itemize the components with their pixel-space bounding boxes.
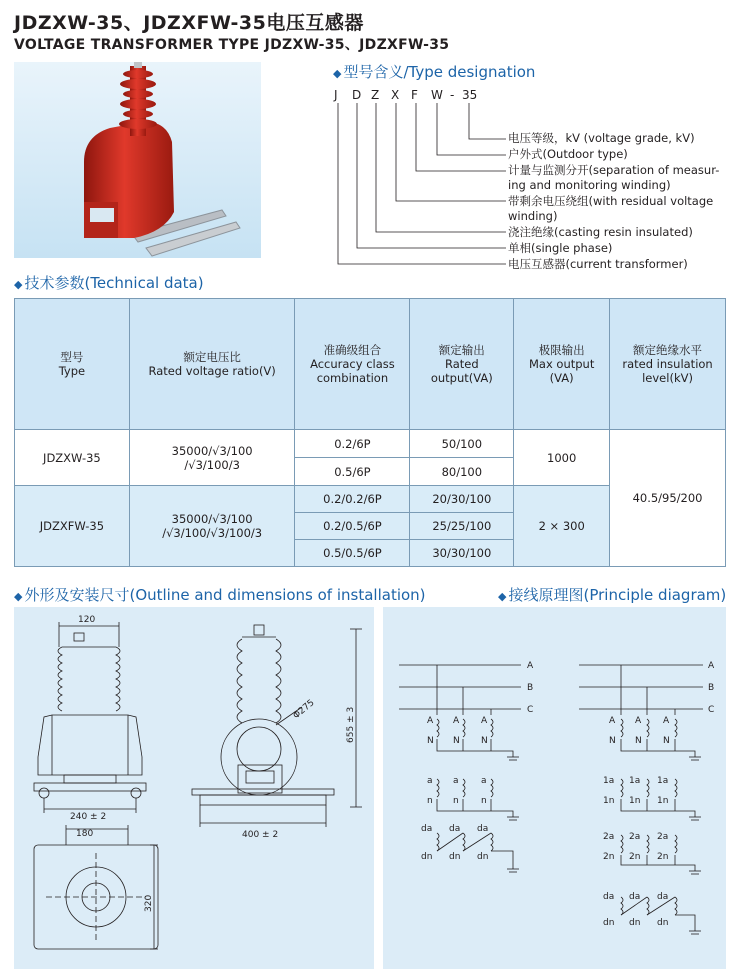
bus-label-b: B [708, 683, 715, 693]
cell-accuracy: 0.2/0.2/6P [295, 486, 410, 513]
diamond-bullet-icon: ◆ [14, 590, 23, 603]
primary-label: A [453, 716, 460, 726]
sec1-neutral-label: 1n [657, 796, 669, 806]
dim-top-width: 120 [78, 615, 96, 625]
outline-drawing-panel [14, 607, 374, 969]
designation-item-voltage: 电压等级，kV (voltage grade, kV) [508, 131, 695, 145]
outline-drawing [14, 607, 374, 969]
cell-output: 20/30/100 [410, 486, 514, 513]
dim-diameter: Φ275 [291, 698, 317, 722]
bus-label-a: A [708, 661, 715, 671]
neutral-label: N [663, 736, 670, 746]
residual-neutral-label: dn [657, 918, 669, 928]
diamond-bullet-icon: ◆ [498, 590, 507, 603]
principle-diagram-panel [383, 607, 726, 969]
designation-item-residual: 带剩余电压绕组(with residual voltage [508, 194, 714, 208]
residual-neutral-label: dn [603, 918, 615, 928]
dim-plan-depth: 320 [144, 894, 154, 912]
neutral-label: N [481, 736, 488, 746]
diamond-bullet-icon: ◆ [333, 67, 342, 80]
bus-label-b: B [527, 683, 534, 693]
designation-item-outdoor: 户外式(Outdoor type) [508, 147, 628, 161]
sec1-label: 1a [629, 776, 641, 786]
code-voltage: 35 [462, 88, 478, 102]
primary-label: A [427, 716, 434, 726]
header-insulation: 额定绝缘水平 rated insulation level(kV) [610, 299, 726, 430]
cell-output: 80/100 [410, 458, 514, 486]
cell-output: 50/100 [410, 430, 514, 458]
primary-label: A [663, 716, 670, 726]
code-letter-w: W [431, 88, 443, 102]
designation-item-separation-cont: ing and monitoring winding) [508, 178, 671, 192]
code-letter-j: J [334, 88, 338, 102]
neutral-label: N [635, 736, 642, 746]
code-letter-x: X [391, 88, 400, 102]
residual-label: da [477, 824, 489, 834]
bus-label-a: A [527, 661, 534, 671]
residual-label: da [449, 824, 461, 834]
residual-neutral-label: dn [629, 918, 641, 928]
designation-item-residual-cont: winding) [508, 209, 558, 223]
residual-label: da [421, 824, 433, 834]
designation-item-casting: 浇注绝缘(casting resin insulated) [508, 225, 693, 239]
code-letter-z: Z [371, 88, 380, 102]
code-dash: - [450, 88, 455, 102]
header-output: 额定输出 Rated output(VA) [410, 299, 514, 430]
technical-heading: ◆ 技术参数(Technical data) [14, 274, 204, 292]
sec1-neutral-label: 1n [603, 796, 615, 806]
cell-insulation: 40.5/95/200 [610, 430, 726, 567]
neutral-label: N [453, 736, 460, 746]
cell-output: 30/30/100 [410, 540, 514, 567]
cell-ratio: 35000/√3/100 /√3/100/3 [129, 430, 295, 486]
designation-heading: ◆ 型号含义/Type designation [333, 63, 536, 81]
sec1-neutral-label: 1n [629, 796, 641, 806]
primary-label: A [635, 716, 642, 726]
sec1-label: 1a [603, 776, 615, 786]
designation-item-single-phase: 单相(single phase) [508, 241, 613, 255]
cell-type: JDZXW-35 [15, 430, 130, 486]
principle-diagram [383, 607, 726, 969]
secondary-neutral-label: n [427, 796, 433, 806]
principle-heading: ◆ 接线原理图(Principle diagram) [498, 586, 727, 604]
table-header-row [15, 299, 726, 430]
bus-label-c: C [527, 705, 534, 715]
dim-side-height: 655 ± 3 [346, 706, 356, 743]
outline-heading: ◆ 外形及安装尺寸(Outline and dimensions of installation) [14, 586, 426, 604]
sec2-neutral-label: 2n [657, 852, 669, 862]
residual-neutral-label: dn [477, 852, 489, 862]
residual-label: da [603, 892, 615, 902]
residual-neutral-label: dn [449, 852, 461, 862]
page-title: JDZXW-35、JDZXFW-35电压互感器 [14, 12, 364, 34]
sec2-neutral-label: 2n [629, 852, 641, 862]
cell-accuracy: 0.2/0.5/6P [295, 513, 410, 540]
dim-side-length: 400 ± 2 [242, 830, 279, 840]
diamond-bullet-icon: ◆ [14, 278, 23, 291]
cell-max-output: 1000 [514, 430, 610, 486]
cell-accuracy: 0.2/6P [295, 430, 410, 458]
primary-label: A [481, 716, 488, 726]
cell-accuracy: 0.5/6P [295, 458, 410, 486]
header-accuracy: 准确级组合 Accuracy class combination [295, 299, 410, 430]
technical-data-table [14, 298, 726, 567]
dim-base-width: 240 ± 2 [70, 812, 107, 822]
neutral-label: N [609, 736, 616, 746]
cell-output: 25/25/100 [410, 513, 514, 540]
residual-neutral-label: dn [421, 852, 433, 862]
secondary-neutral-label: n [481, 796, 487, 806]
code-letter-f: F [411, 88, 418, 102]
code-letter-d: D [352, 88, 362, 102]
header-ratio: 额定电压比 Rated voltage ratio(V) [129, 299, 295, 430]
secondary-label: a [427, 776, 433, 786]
designation-item-separation: 计量与监测分开(separation of measur- [508, 163, 720, 177]
secondary-neutral-label: n [453, 796, 459, 806]
bus-label-c: C [708, 705, 715, 715]
sec1-label: 1a [657, 776, 669, 786]
neutral-label: N [427, 736, 434, 746]
cell-type: JDZXFW-35 [15, 486, 130, 567]
primary-label: A [609, 716, 616, 726]
residual-label: da [657, 892, 669, 902]
page-subtitle: VOLTAGE TRANSFORMER TYPE JDZXW-35、JDZXFW-35 [14, 37, 450, 53]
secondary-label: a [481, 776, 487, 786]
secondary-label: a [453, 776, 459, 786]
sec2-label: 2a [657, 832, 669, 842]
table-row [15, 430, 726, 458]
residual-label: da [629, 892, 641, 902]
sec2-label: 2a [629, 832, 641, 842]
cell-accuracy: 0.5/0.5/6P [295, 540, 410, 567]
sec2-label: 2a [603, 832, 615, 842]
header-max: 极限输出 Max output (VA) [514, 299, 610, 430]
cell-ratio: 35000/√3/100 /√3/100/√3/100/3 [129, 486, 295, 567]
sec2-neutral-label: 2n [603, 852, 615, 862]
cell-max-output: 2 × 300 [514, 486, 610, 567]
header-type: 型号 Type [15, 299, 130, 430]
dim-plan-width: 180 [76, 829, 94, 839]
designation-item-transformer: 电压互感器(current transformer) [508, 257, 688, 271]
